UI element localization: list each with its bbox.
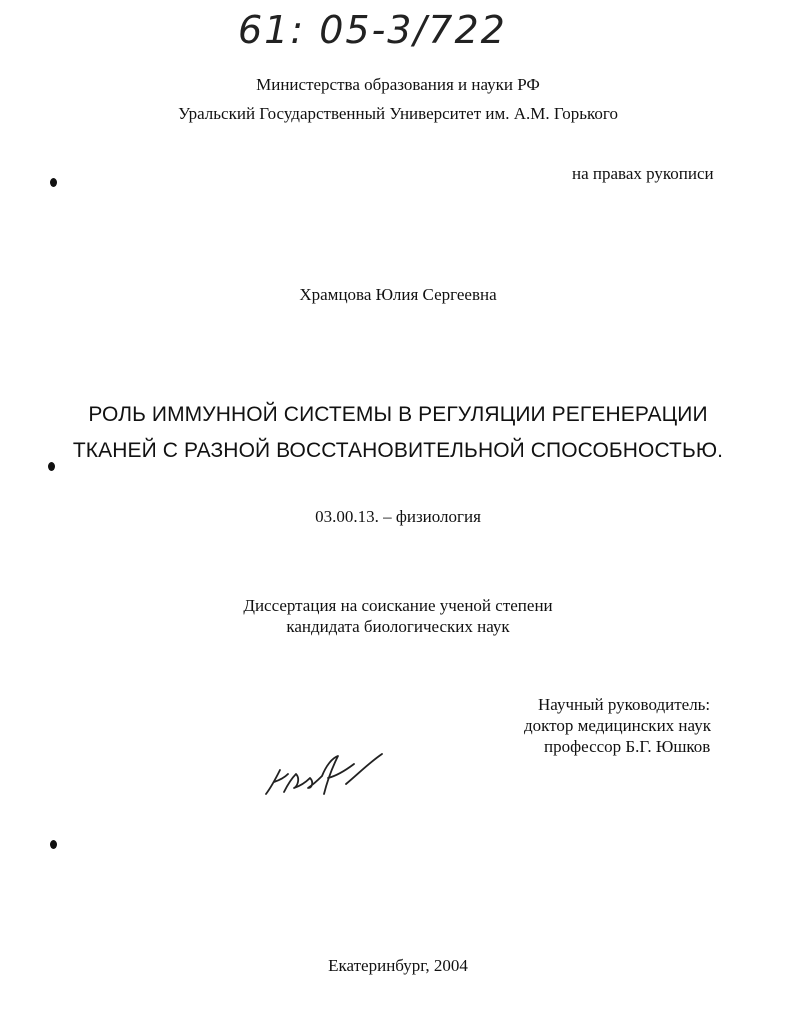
supervisor-degree: доктор медицинских наук xyxy=(524,716,711,735)
binding-dot-bottom xyxy=(50,840,57,849)
degree-line-2: кандидата биологических наук xyxy=(286,617,510,636)
signature-icon xyxy=(262,748,392,808)
dissertation-title-line-1: РОЛЬ ИММУННОЙ СИСТЕМЫ В РЕГУЛЯЦИИ РЕГЕНЕРАЦИИ xyxy=(88,403,708,426)
rights-note: на правах рукописи xyxy=(572,164,714,183)
binding-dot-top xyxy=(50,178,57,187)
ministry-line: Министерства образования и науки РФ xyxy=(256,75,540,94)
supervisor-name: профессор Б.Г. Юшков xyxy=(544,737,711,756)
degree-line-1: Диссертация на соискание ученой степени xyxy=(243,596,553,615)
author-name: Храмцова Юлия Сергеевна xyxy=(299,285,497,304)
supervisor-label: Научный руководитель: xyxy=(538,695,711,714)
city-year: Екатеринбург, 2004 xyxy=(328,956,468,975)
specialty-code: 03.00.13. – физиология xyxy=(315,507,481,526)
university-line: Уральский Государственный Университет им. А.М. Горького xyxy=(178,104,618,123)
archive-stamp: 61: 05-3/722 xyxy=(238,8,507,52)
dissertation-title-line-2: ТКАНЕЙ С РАЗНОЙ ВОССТАНОВИТЕЛЬНОЙ СПОСОБНОСТЬЮ. xyxy=(72,439,724,462)
